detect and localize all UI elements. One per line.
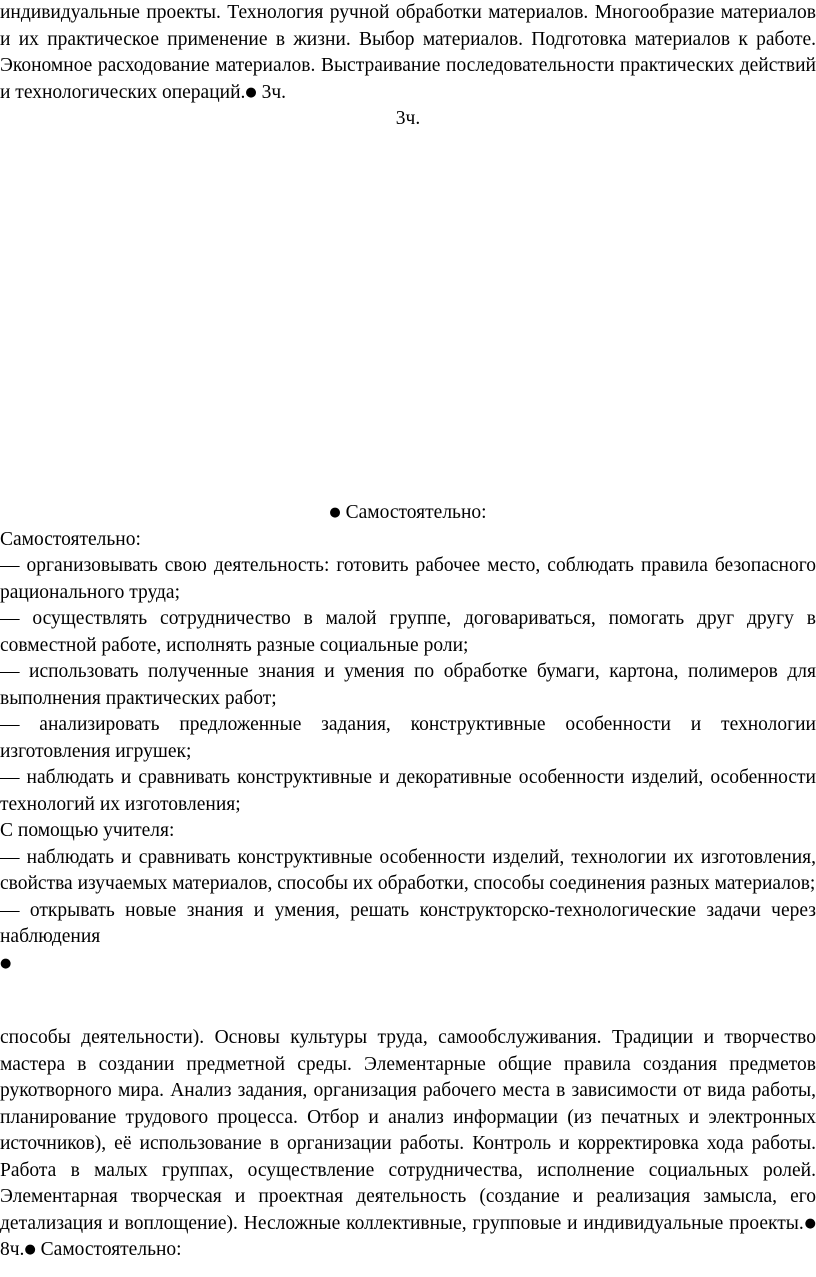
- paragraph-text: индивидуальные проекты. Технология ручной обработки материалов. Многообразие материалов и их практическое применение в жизни. Выбор материалов. Подготовка материалов к работе. Экономное расходование материалов. Выстраивание последовательности практических действий и технологических операций.: [0, 2, 816, 103]
- list-item: — использовать полученные знания и умения по обработке бумаги, картона, полимеров для выполнения практических работ;: [0, 661, 816, 709]
- paragraph-materials-technology: [0, 0, 816, 106]
- bullet-icon: ●: [803, 1215, 816, 1231]
- list-item: — осуществлять сотрудничество в малой группе, договариваться, помогать друг другу в совместной работе, исполнять разные социальные роли;: [0, 608, 816, 656]
- heading-centered: [0, 500, 816, 527]
- heading-independent: Самостоятельно:: [0, 528, 141, 550]
- list-item: — наблюдать и сравнивать конструктивные особенности изделий, технологии их изготовления, свойства изучаемых материалов, способы их обработки, способы соединения разных материалов;: [0, 846, 816, 894]
- paragraph-text: способы деятельности). Основы культуры труда, самообслуживания. Традиции и творчество мастера в создании предметной среды. Элементарные общие правила создания предметов рукотворного мира. Анализ задания, организация рабочего места в зависимости от вида работы, планирование трудового процесса. Отбор и анализ информации (из печатных и электронных источников), её использование в организации работы. Контроль и корректировка хода работы. Работа в малых группах, осуществление сотрудничества, исполнение социальных ролей. Элементарная творческая и проектная деятельность (создание и реализация замысла, его детализация и воплощение). Несложные коллективные, групповые и индивидуальные проекты.: [0, 1027, 816, 1234]
- heading-with-teacher: С помощью учителя:: [0, 820, 175, 841]
- hours-inline: 8ч.: [0, 1239, 25, 1260]
- list-item: — наблюдать и сравнивать конструктивные и декоративные особенности изделий, особенности технологий их изготовления;: [0, 767, 816, 815]
- list-item: — организовывать свою деятельность: готовить рабочее место, соблюдать правила безопасного рационального труда;: [0, 555, 816, 603]
- hours-centered: 3ч.: [395, 108, 421, 129]
- bullet-icon: ●: [245, 84, 257, 100]
- list-item: — открывать новые знания и умения, решать конструкторско-технологические задачи через наблюдения: [0, 899, 816, 947]
- tail-text: Самостоятельно:: [35, 1239, 182, 1260]
- section-independent-activities: [0, 500, 816, 977]
- heading-centered-text: Самостоятельно:: [340, 502, 487, 523]
- section-materials-technology: [0, 0, 816, 133]
- bullet-icon: ●: [24, 1242, 36, 1257]
- section-work-culture: [0, 1025, 816, 1264]
- list-item: — анализировать предложенные задания, конструктивные особенности и технологии изготовления игрушек;: [0, 714, 816, 762]
- bullet-icon: ●: [0, 955, 12, 971]
- paragraph-work-culture: [0, 1025, 816, 1264]
- bullet-icon: ●: [329, 505, 341, 520]
- hours-inline: 3ч.: [256, 81, 287, 103]
